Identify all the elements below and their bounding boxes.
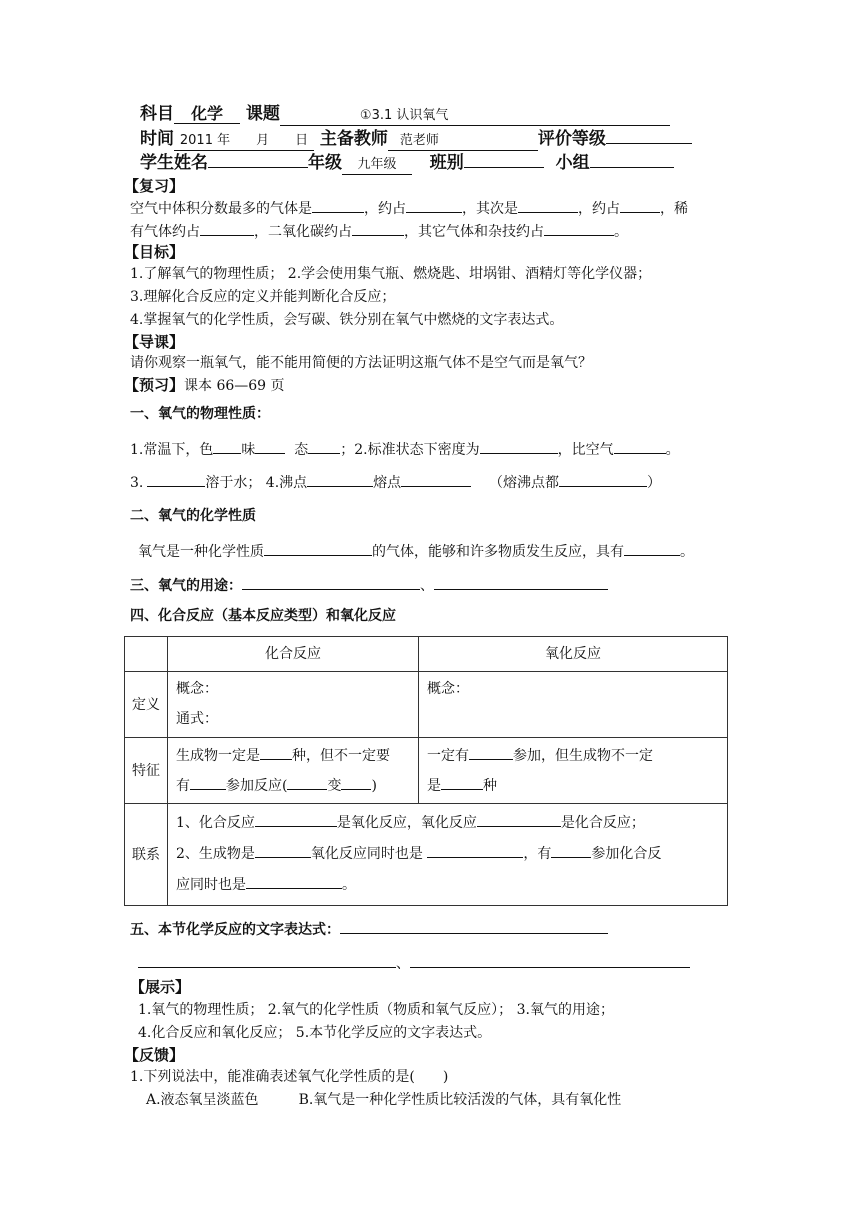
blank[interactable] [410, 952, 690, 968]
student-blank[interactable] [208, 152, 308, 168]
blank[interactable] [287, 774, 327, 790]
blank[interactable] [441, 774, 483, 790]
header-line-2 [140, 128, 692, 151]
blank[interactable] [544, 220, 614, 236]
blank[interactable] [200, 220, 254, 236]
blank[interactable] [427, 842, 523, 858]
blank[interactable] [255, 842, 311, 858]
option-a[interactable]: A.液态氧呈淡蓝色 [146, 1092, 259, 1108]
blank[interactable] [624, 540, 680, 556]
blank[interactable] [138, 952, 396, 968]
blank[interactable] [352, 220, 404, 236]
preview-line [124, 375, 285, 396]
intro-heading: 【导课】 [124, 333, 185, 351]
blank[interactable] [340, 918, 608, 934]
blank[interactable] [255, 811, 337, 827]
physical-line-2: 3. 溶于水； 4.沸点 熔点 （熔沸点都 ） [130, 471, 661, 493]
blank[interactable] [620, 197, 660, 213]
row-label: 联系 [125, 804, 168, 906]
goal-item: 3.理解化合反应的定义并能判断化合反应； [130, 289, 396, 305]
table-row: 定义 概念： 通式： 概念： [125, 672, 728, 738]
goals-heading: 【目标】 [124, 243, 185, 261]
class-blank[interactable] [464, 152, 544, 168]
blank[interactable] [477, 811, 561, 827]
blank[interactable] [308, 438, 340, 454]
blank[interactable] [255, 438, 285, 454]
topic-label: 课题 [245, 104, 280, 124]
student-label: 学生姓名 [140, 153, 208, 173]
header-line-1 [140, 104, 670, 126]
blank[interactable] [341, 774, 371, 790]
grade-eval-label: 评价等级 [537, 129, 606, 149]
time-label: 时间 [140, 129, 174, 149]
row-label: 特征 [125, 738, 168, 804]
equations-line-1 [130, 918, 608, 940]
feedback-heading: 【反馈】 [124, 1046, 185, 1064]
section-2-title: 二、氧气的化学性质 [130, 508, 256, 524]
reaction-table [124, 636, 728, 906]
blank[interactable] [401, 471, 471, 487]
section-3-title: 三、氧气的用途： [130, 578, 242, 594]
equations-line-2: 、 [138, 952, 690, 974]
blank[interactable] [246, 873, 342, 889]
option-b[interactable]: B.氧气是一种化学性质比较活泼的气体，具有氧化性 [298, 1092, 622, 1108]
col-header: 化合反应 [168, 637, 419, 672]
preview-heading: 【预习】 [124, 376, 185, 394]
review-heading: 【复习】 [124, 177, 185, 195]
goal-item: 1.了解氧气的物理性质； 2.学会使用集气瓶、燃烧匙、坩埚钳、酒精灯等化学仪器； [130, 266, 652, 282]
section-1-title: 一、氧气的物理性质： [130, 406, 270, 422]
class-label: 班别 [429, 153, 464, 173]
blank[interactable] [434, 574, 608, 590]
grade-eval-blank[interactable] [606, 128, 692, 144]
row-label: 定义 [125, 672, 168, 738]
blank[interactable] [559, 471, 647, 487]
goal-item: 4.掌握氧气的化学性质，会写碳、铁分别在氧气中燃烧的文字表达式。 [130, 312, 564, 328]
blank[interactable] [312, 197, 364, 213]
section-5-title: 五、本节化学反应的文字表达式： [130, 922, 340, 938]
table-row: 特征 生成物一定是 种，但不一定要 有 参加反应( 变 ) 一定有 参加，但生成物不一定 是 种 [125, 738, 728, 804]
blank[interactable] [264, 540, 372, 556]
table-row [125, 637, 728, 672]
options-line [146, 1090, 621, 1110]
review-line-1: 空气中体积分数最多的气体是 ，约占 ，其次是 ，约占 ，稀 [130, 197, 688, 219]
col-header: 氧化反应 [419, 637, 728, 672]
blank[interactable] [614, 438, 666, 454]
subject-label: 科目 [140, 104, 174, 124]
uses-line: 三、氧气的用途： 、 [130, 574, 608, 596]
grade-value: 九年级 [342, 156, 412, 175]
chemical-line: 氧气是一种化学性质 的气体，能够和许多物质发生反应，具有 。 [138, 540, 694, 562]
blank[interactable] [242, 574, 420, 590]
teacher-value: 范老师 [388, 132, 538, 151]
physical-line-1: 1.常温下，色 味 态 ；2.标准状态下密度为 ，比空气 。 [130, 438, 680, 460]
blank[interactable] [213, 438, 241, 454]
group-blank[interactable] [590, 152, 674, 168]
show-line: 1.氧气的物理性质； 2.氧气的化学性质（物质和氧气反应）； 3.氧气的用途； [138, 1002, 614, 1018]
show-heading: 【展示】 [130, 978, 191, 996]
blank[interactable] [307, 471, 373, 487]
grade-label: 年级 [308, 153, 342, 173]
blank[interactable] [518, 197, 578, 213]
time-value: 2011 年 月 日 [174, 132, 314, 151]
topic-value: ①3.1 认识氧气 [280, 107, 670, 126]
blank[interactable] [469, 744, 513, 760]
header-line-3 [140, 152, 674, 175]
preview-ref: 课本 66—69 页 [184, 378, 285, 394]
intro-text: 请你观察一瓶氧气，能不能用简便的方法证明这瓶气体不是空气而是氧气？ [130, 355, 592, 371]
teacher-label: 主备教师 [319, 129, 388, 149]
question-1: 1.下列说法中，能准确表述氧气化学性质的是( ) [130, 1069, 449, 1085]
section-4-title: 四、化合反应（基本反应类型）和氧化反应 [130, 608, 396, 624]
blank[interactable] [190, 774, 226, 790]
table-row: 联系 1、化合反应 是氧化反应，氧化反应 是化合反应； 2、生成物是 氧化反应同时也是 ，有 参加化合反 应同时也是 。 [125, 804, 728, 906]
blank[interactable] [551, 842, 591, 858]
group-label: 小组 [555, 153, 590, 173]
blank[interactable] [260, 744, 292, 760]
blank[interactable] [480, 438, 558, 454]
show-line: 4.化合反应和氧化反应； 5.本节化学反应的文字表达式。 [138, 1025, 492, 1041]
review-line-2: 有气体约占 ，二氧化碳约占 ，其它气体和杂技约占 。 [130, 220, 628, 242]
blank[interactable] [406, 197, 462, 213]
subject-value: 化学 [174, 105, 240, 124]
blank[interactable] [147, 471, 205, 487]
